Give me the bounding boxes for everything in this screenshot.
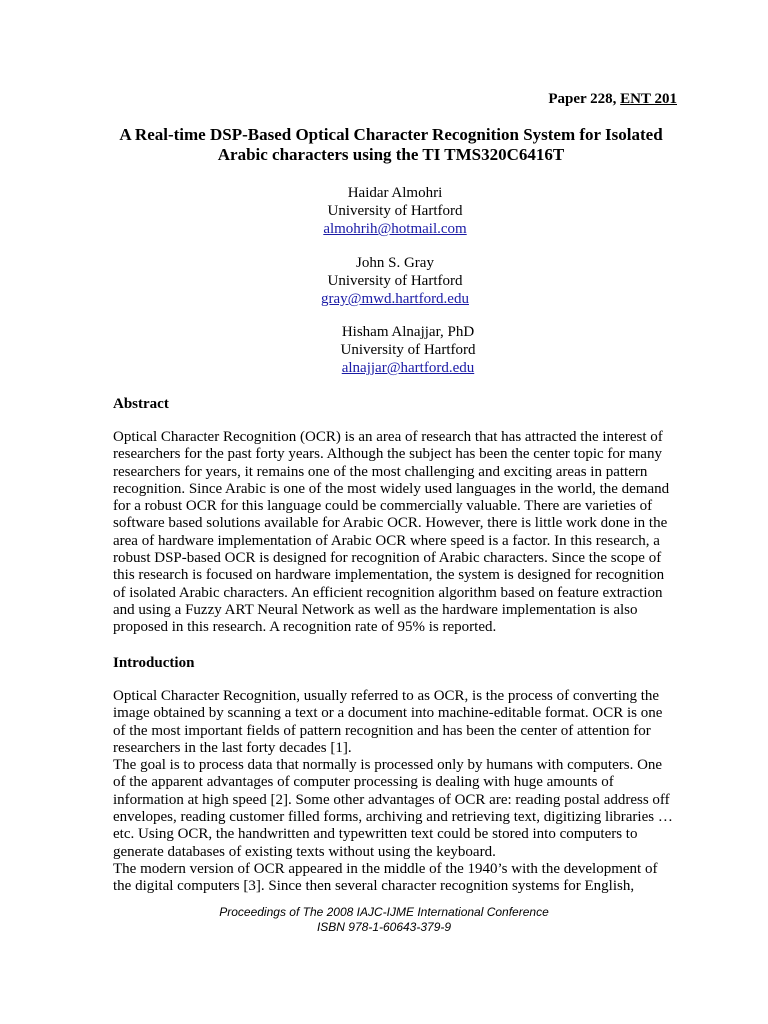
- abstract-line: for a robust OCR for this language could be commercially valuable. There are varieties of: [113, 498, 653, 515]
- abstract-body: [113, 429, 693, 637]
- paper-identifier: [548, 90, 677, 108]
- footer-proceedings: Proceedings of The 2008 IAJC-IJME International Conference: [219, 905, 549, 919]
- introduction-line: The modern version of OCR appeared in the middle of the 1940’s with the development of: [113, 860, 658, 877]
- author-affiliation: University of Hartford: [340, 342, 476, 358]
- abstract-line: of isolated Arabic characters. An efficient recognition algorithm based on feature extraction: [113, 584, 663, 601]
- introduction-line: information at high speed [2]. Some other advantages of OCR are: reading postal address off: [113, 791, 670, 808]
- author-affiliation: University of Hartford: [327, 273, 463, 289]
- author-email-link[interactable]: gray@mwd.hartford.edu: [321, 291, 469, 307]
- author-block-1: [245, 184, 545, 238]
- introduction-heading: Introduction: [113, 655, 195, 671]
- introduction-line: etc. Using OCR, the handwritten and typewritten text could be stored into computers to: [113, 826, 638, 843]
- introduction-line: generate databases of existing texts without using the keyboard.: [113, 843, 496, 860]
- author-name: Haidar Almohri: [347, 185, 443, 201]
- footer-isbn: ISBN 978-1-60643-379-9: [316, 920, 452, 934]
- author-email-link[interactable]: almohrih@hotmail.com: [323, 221, 467, 237]
- abstract-line: area of hardware implementation of Arabic OCR where speed is a factor. In this research, a: [113, 532, 660, 549]
- paper-number: Paper 228,: [548, 91, 617, 107]
- abstract-line: proposed in this research. A recognition rate of 95% is reported.: [113, 619, 497, 636]
- introduction-line: of the apparent advantages of computer processing is dealing with huge amounts of: [113, 774, 614, 791]
- introduction-line: researchers in the last forty decades [1].: [113, 739, 352, 756]
- author-block-3: [258, 323, 558, 377]
- introduction-line: envelopes, reading customer filled forms, archiving and retrieving text, digitizing libraries …: [113, 809, 673, 826]
- introduction-line: the digital computers [3]. Since then several character recognition systems for English,: [113, 878, 635, 895]
- abstract-heading: Abstract: [113, 396, 169, 412]
- introduction-line: of the most important fields of pattern recognition and has been the center of attention for: [113, 722, 651, 739]
- abstract-line: recognition. Since Arabic is one of the most widely used languages in the world, the demand: [113, 480, 670, 497]
- author-block-2: [245, 254, 545, 308]
- abstract-line: researchers for the past forty years. Although the subject has been the center topic for many: [113, 446, 662, 463]
- ent-code: ENT 201: [620, 91, 677, 107]
- introduction-body: [113, 688, 693, 896]
- abstract-line: Optical Character Recognition (OCR) is an area of research that has attracted the interest of: [113, 429, 663, 445]
- abstract-line: robust DSP-based OCR is designed for recognition of Arabic characters. Since the scope of: [113, 550, 662, 567]
- introduction-line: Optical Character Recognition, usually referred to as OCR, is the process of converting the: [113, 688, 660, 704]
- author-name: Hisham Alnajjar, PhD: [341, 324, 475, 340]
- author-affiliation: University of Hartford: [327, 203, 463, 219]
- abstract-line: software based solutions available for Arabic OCR. However, there is little work done in the: [113, 515, 668, 532]
- title-line-2: Arabic characters using the TI TMS320C6416T: [217, 145, 565, 164]
- paper-title: [96, 125, 686, 165]
- abstract-line: this research is focused on hardware implementation, the system is designed for recognition: [113, 567, 665, 584]
- author-email-link[interactable]: alnajjar@hartford.edu: [341, 360, 475, 376]
- page-footer: [0, 905, 768, 935]
- author-name: John S. Gray: [356, 255, 434, 271]
- title-line-1: A Real-time DSP-Based Optical Character Recognition System for Isolated: [119, 125, 663, 144]
- introduction-line: The goal is to process data that normally is processed only by humans with computers. One: [113, 757, 663, 774]
- introduction-line: image obtained by scanning a text or a document into machine-editable format. OCR is one: [113, 705, 663, 722]
- abstract-line: researchers for years, it remains one of the most challenging and exciting areas in pattern: [113, 463, 648, 480]
- abstract-line: and using a Fuzzy ART Neural Network as well as the hardware implementation is also: [113, 601, 638, 618]
